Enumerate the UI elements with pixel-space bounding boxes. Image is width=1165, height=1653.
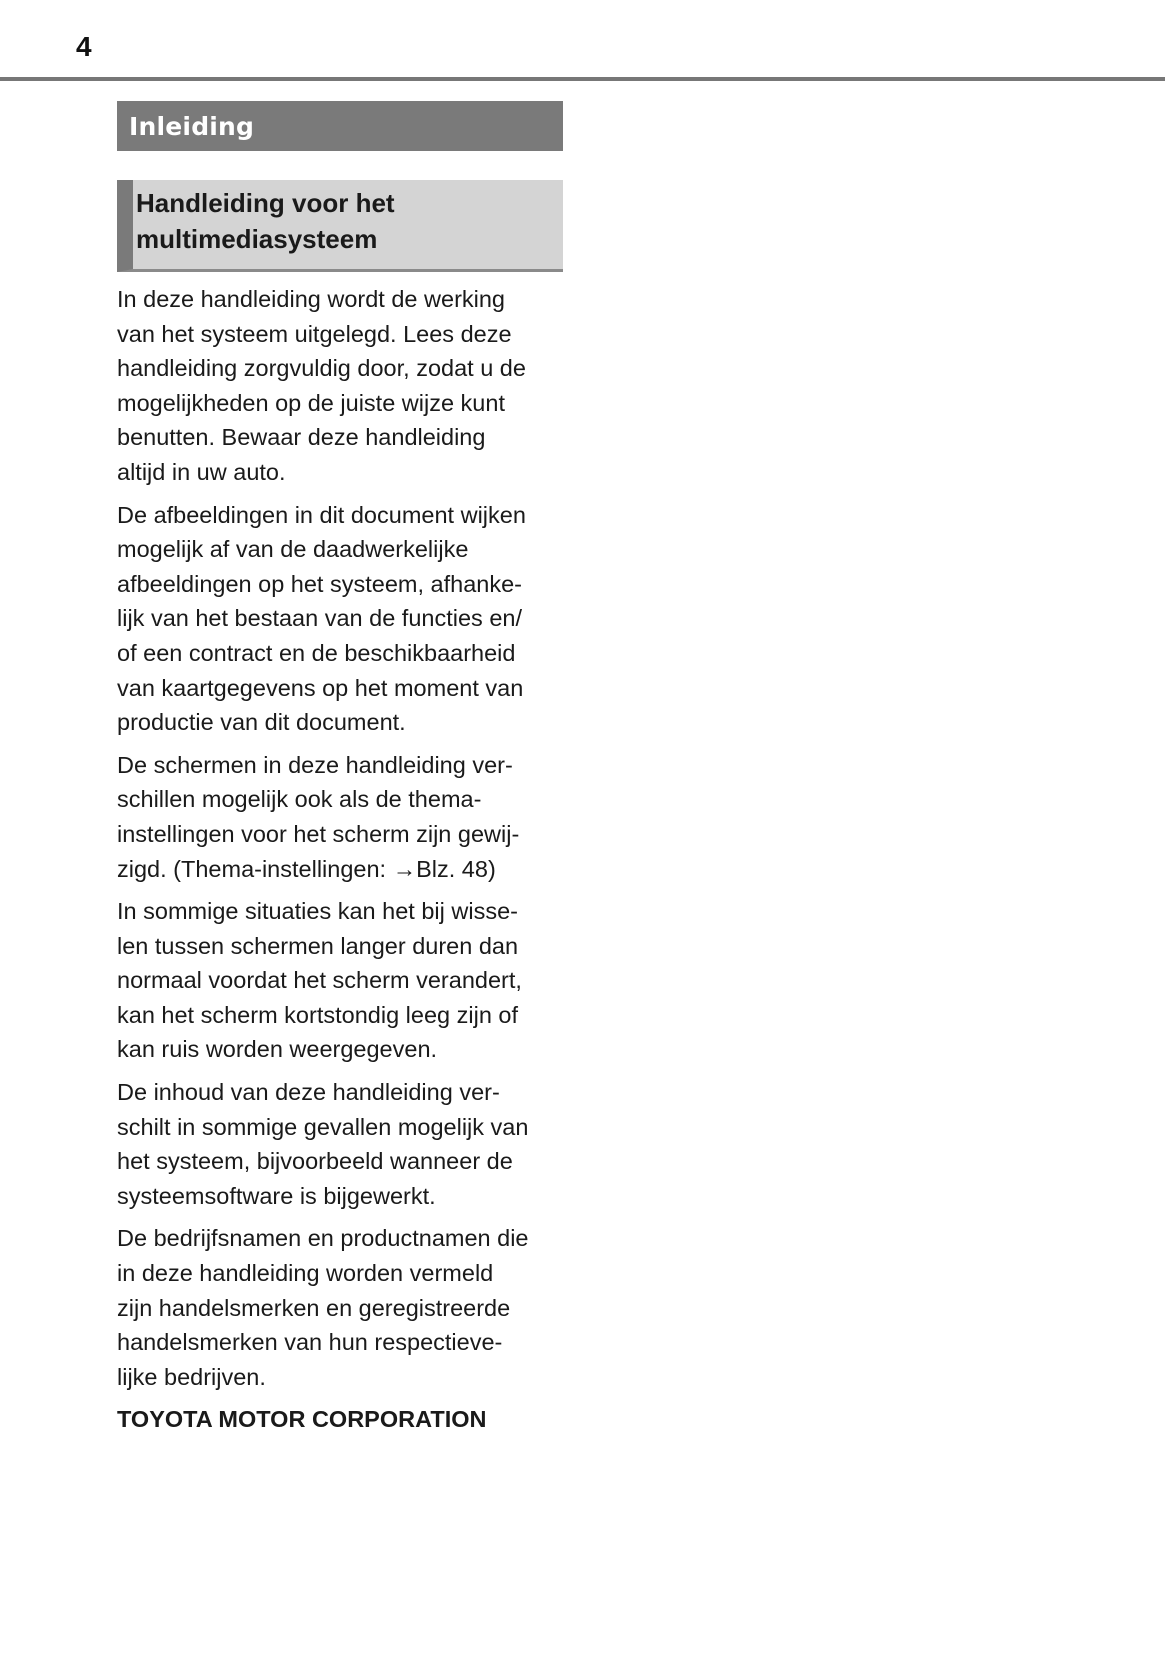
paragraph: De inhoud van deze handleiding ver- schilt in sommige gevallen mogelijk van het systeem, bijvoorbeeld wanneer de systeemsoftware is bijgewerkt. <box>117 1079 529 1209</box>
paragraph: In deze handleiding wordt de werking van het systeem uitgelegd. Lees deze handleiding zorgvuldig door, zodat u de mogelijkheden op de juiste wijze kunt benutten. Bewaar deze handleiding altijd in uw auto. <box>117 286 526 485</box>
paragraph: De afbeeldingen in dit document wijken mogelijk af van de daadwerkelijke afbeeldingen op het systeem, afhanke- lijk van het bestaan van de functies en/ of een contract en de beschikbaarheid van kaartgegevens op het moment van productie van dit document. <box>117 501 526 736</box>
paragraph: De schermen in deze handleiding ver- schillen mogelijk ook als de thema- instellingen voor het scherm zijn gewij- zigd. (Thema-instellingen: →Blz. 48) <box>117 751 520 882</box>
content-column <box>117 101 563 1436</box>
header-rule <box>0 77 1165 81</box>
body-text <box>117 282 563 1394</box>
page-number: 4 <box>76 31 92 62</box>
subsection-title: Handleiding voor het multimediasysteem <box>136 188 395 254</box>
subsection-header <box>117 180 563 272</box>
section-header <box>117 101 563 151</box>
paragraph: De bedrijfsnamen en productnamen die in deze handleiding worden vermeld zijn handelsmerken en geregistreerde handelsmerken van hun respectieve- lijke bedrijven. <box>117 1225 529 1390</box>
company-name: TOYOTA MOTOR CORPORATION <box>117 1406 487 1433</box>
paragraph: In sommige situaties kan het bij wisse- len tussen schermen langer duren dan normaal voordat het scherm verandert, kan het scherm kortstondig leeg zijn of kan ruis worden weergegeven. <box>117 898 522 1063</box>
section-title: Inleiding <box>129 111 255 141</box>
